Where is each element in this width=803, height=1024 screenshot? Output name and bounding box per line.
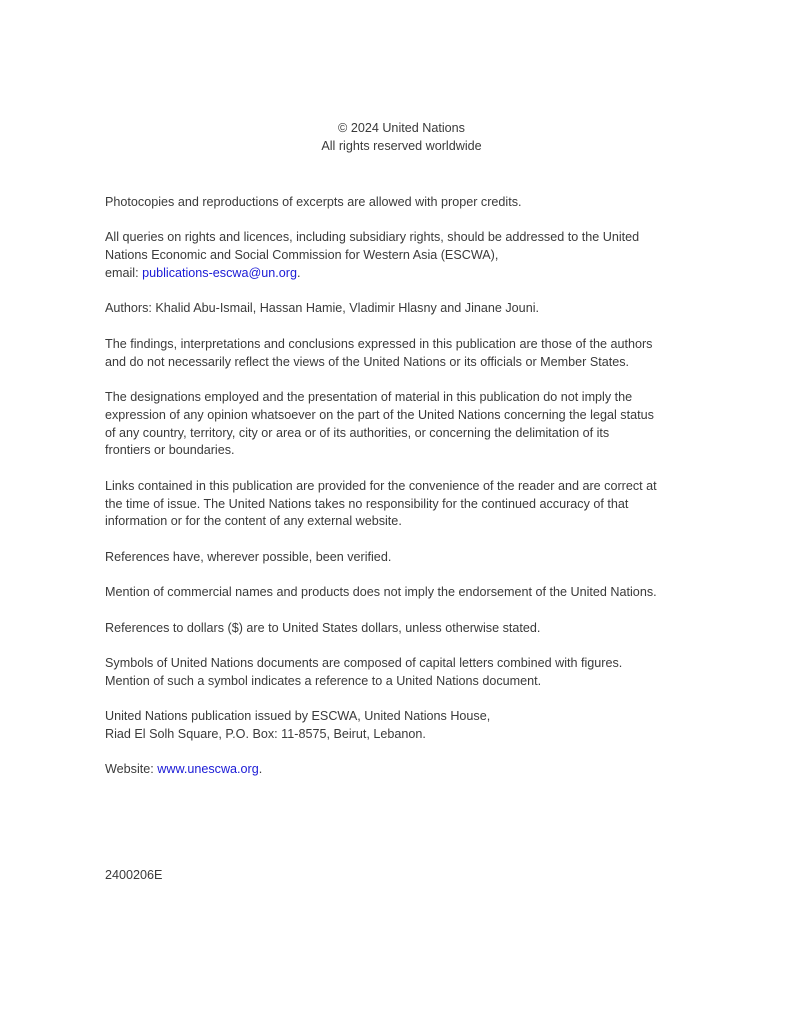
photocopies-text: Photocopies and reproductions of excerpts are allowed with proper credits. <box>105 195 522 209</box>
queries-email-line <box>105 265 705 283</box>
publication-line-2: Riad El Solh Square, P.O. Box: 11-8575, Beirut, Lebanon. <box>105 726 426 741</box>
findings-line-1: The findings, interpretations and conclusions expressed in this publication are those of the authors <box>105 336 653 351</box>
queries-line-2: Nations Economic and Social Commission for Western Asia (ESCWA), <box>105 248 499 263</box>
authors-text: Authors: Khalid Abu-Ismail, Hassan Hamie, Vladimir Hlasny and Jinane Jouni. <box>105 301 539 316</box>
website-link[interactable]: www.unescwa.org <box>157 762 259 777</box>
symbols-paragraph <box>105 655 705 691</box>
website-paragraph <box>105 761 705 779</box>
publication-line-1: United Nations publication issued by ESCWA, United Nations House, <box>105 709 491 724</box>
website-suffix: . <box>258 762 263 777</box>
rights-reserved-line: All rights reserved worldwide <box>321 139 482 153</box>
references-paragraph <box>105 549 705 567</box>
references-text: References have, wherever possible, been verified. <box>105 549 392 564</box>
designations-line-2: expression of any opinion whatsoever on the part of the United Nations concerning the legal status <box>105 407 654 422</box>
website-label: Website: <box>105 762 158 777</box>
dollars-paragraph <box>105 620 705 638</box>
email-label: email: <box>105 265 143 280</box>
website-line <box>105 761 705 779</box>
links-line-1: Links contained in this publication are provided for the convenience of the reader and are correct at <box>105 478 657 493</box>
body-text <box>105 194 705 797</box>
findings-paragraph <box>105 336 705 372</box>
publication-paragraph <box>105 708 705 744</box>
links-paragraph <box>105 478 705 531</box>
job-number: 2400206E <box>105 868 163 882</box>
queries-line-1: All queries on rights and licences, including subsidiary rights, should be addressed to the United <box>105 230 640 245</box>
queries-paragraph <box>105 229 705 282</box>
authors-paragraph <box>105 300 705 318</box>
commercial-paragraph <box>105 584 705 602</box>
links-line-3: information or for the content of any external website. <box>105 514 402 529</box>
photocopies-paragraph <box>105 194 705 212</box>
designations-line-3: of any country, territory, city or area or of its authorities, or concerning the delimitation of its <box>105 425 610 440</box>
commercial-text: Mention of commercial names and products does not imply the endorsement of the United Nations. <box>105 585 657 600</box>
designations-line-4: frontiers or boundaries. <box>105 443 235 458</box>
symbols-line-1: Symbols of United Nations documents are composed of capital letters combined with figures. <box>105 655 623 670</box>
copyright-block <box>0 119 803 155</box>
links-line-2: the time of issue. The United Nations takes no responsibility for the continued accuracy of that <box>105 496 629 511</box>
designations-paragraph <box>105 389 705 460</box>
email-suffix: . <box>297 265 301 280</box>
findings-line-2: and do not necessarily reflect the views of the United Nations or its officials or Member States. <box>105 354 630 369</box>
copyright-line: © 2024 United Nations <box>338 121 465 135</box>
designations-line-1: The designations employed and the presentation of material in this publication do not imply the <box>105 389 633 404</box>
dollars-text: References to dollars ($) are to United States dollars, unless otherwise stated. <box>105 620 541 635</box>
symbols-line-2: Mention of such a symbol indicates a reference to a United Nations document. <box>105 673 542 688</box>
email-link[interactable]: publications-escwa@un.org <box>142 265 297 280</box>
